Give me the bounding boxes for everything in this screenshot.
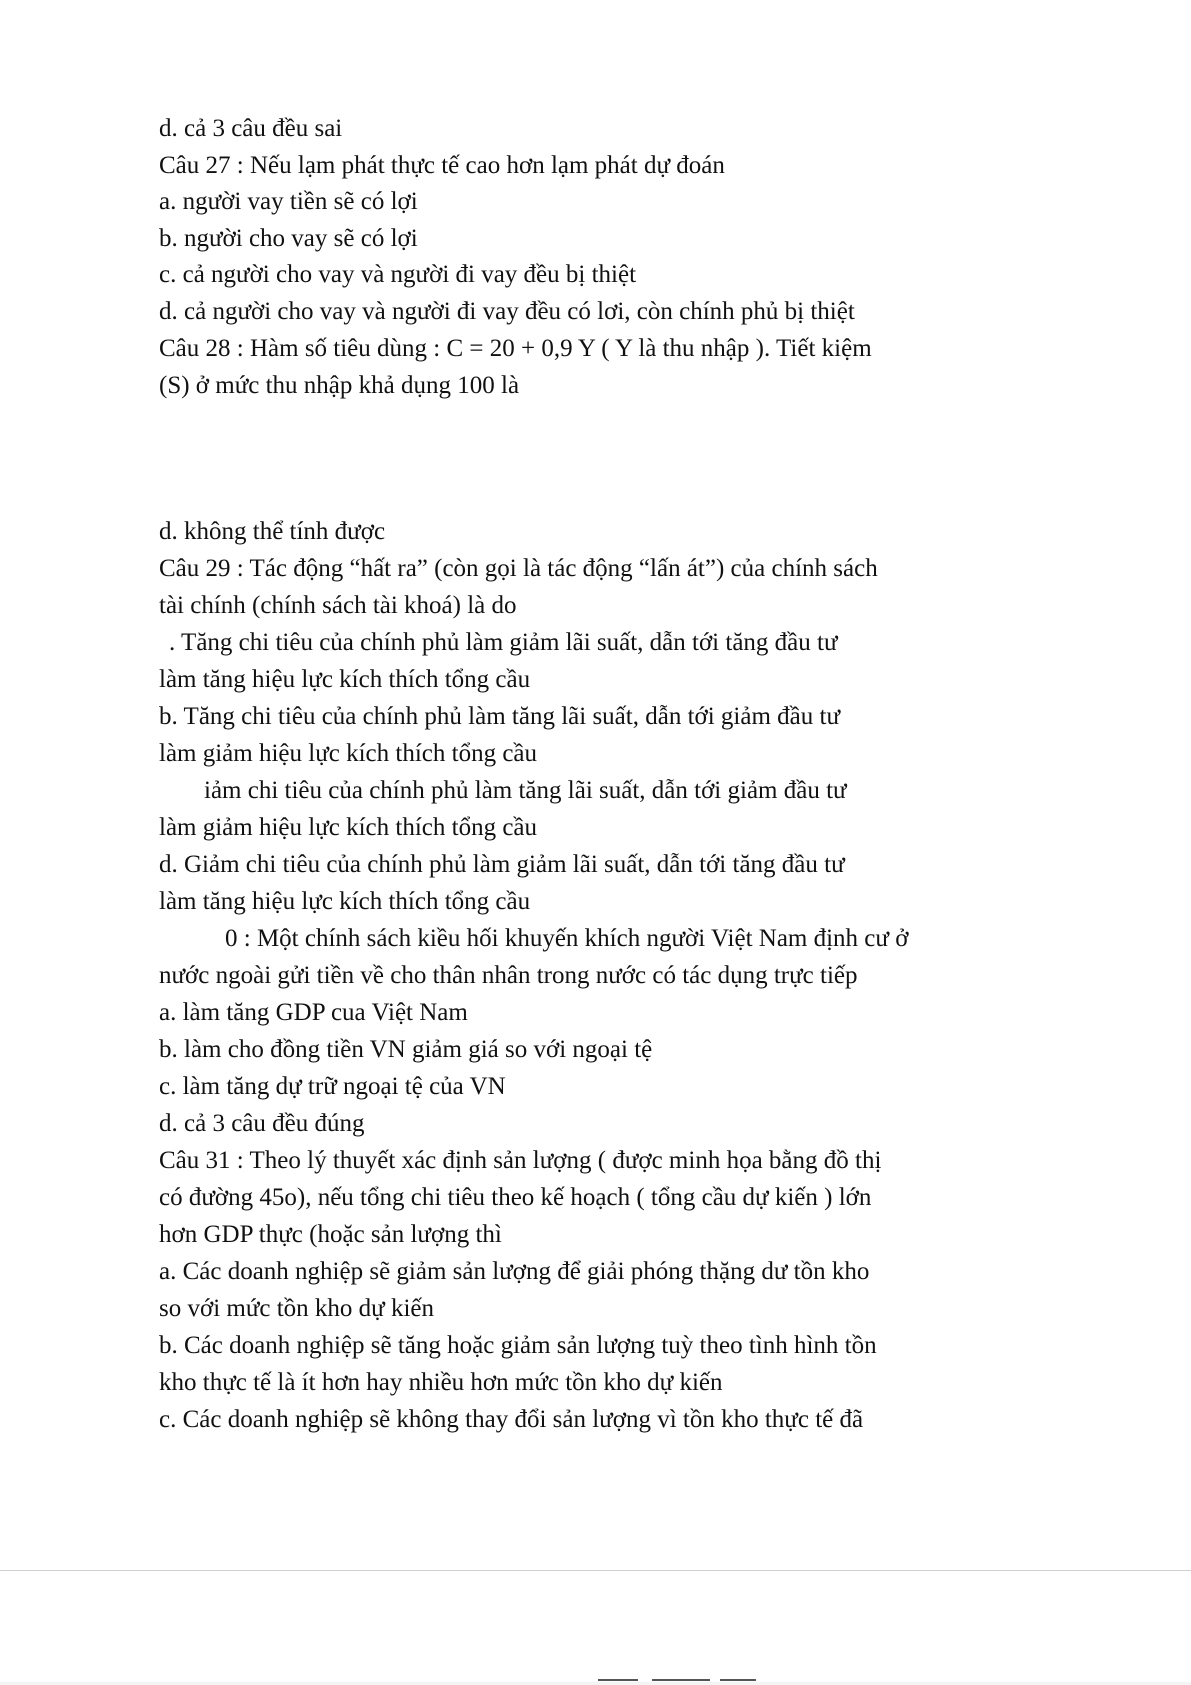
answer-option: a. Các doanh nghiệp sẽ giảm sản lượng để giải phóng thặng dư tồn kho <box>159 1258 870 1285</box>
text-line: làm tăng hiệu lực kích thích tổng cầu <box>159 666 531 693</box>
bottom-artifact <box>652 1679 710 1681</box>
text-line: làm giảm hiệu lực kích thích tổng cầu <box>159 814 538 841</box>
answer-option: b. Các doanh nghiệp sẽ tăng hoặc giảm sản lượng tuỳ theo tình hình tồn <box>159 1332 877 1359</box>
text-line: có đường 45o), nếu tổng chi tiêu theo kế hoạch ( tổng cầu dự kiến ) lớn <box>159 1184 872 1211</box>
answer-option: d. cả 3 câu đều đúng <box>159 1110 365 1137</box>
bottom-artifact <box>720 1679 756 1681</box>
text-line: nước ngoài gửi tiền về cho thân nhân trong nước có tác dụng trực tiếp <box>159 962 858 989</box>
answer-option: d. Giảm chi tiêu của chính phủ làm giảm lãi suất, dẫn tới tăng đầu tư <box>159 851 845 878</box>
answer-option: d. không thể tính được <box>159 518 386 545</box>
bottom-artifact <box>598 1679 638 1681</box>
answer-option: b. Tăng chi tiêu của chính phủ làm tăng lãi suất, dẫn tới giảm đầu tư <box>159 703 841 730</box>
question-28: Câu 28 : Hàm số tiêu dùng : C = 20 + 0,9 Y ( Y là thu nhập ). Tiết kiệm <box>159 335 872 362</box>
question-31: Câu 31 : Theo lý thuyết xác định sản lượng ( được minh họa bằng đồ thị <box>159 1147 882 1174</box>
answer-option: a. người vay tiền sẽ có lợi <box>159 188 418 215</box>
answer-option: iảm chi tiêu của chính phủ làm tăng lãi suất, dẫn tới giảm đầu tư <box>204 777 847 804</box>
answer-option: c. cả người cho vay và người đi vay đều bị thiệt <box>159 261 637 288</box>
answer-option: c. làm tăng dự trữ ngoại tệ của VN <box>159 1073 506 1100</box>
question-29: Câu 29 : Tác động “hất ra” (còn gọi là tác động “lấn át”) của chính sách <box>159 555 878 582</box>
answer-option: d. cả người cho vay và người đi vay đều có lơi, còn chính phủ bị thiệt <box>159 298 855 325</box>
text-line: (S) ở mức thu nhập khả dụng 100 là <box>159 372 520 399</box>
answer-option: b. làm cho đồng tiền VN giảm giá so với ngoại tệ <box>159 1036 653 1063</box>
text-line: kho thực tế là ít hơn hay nhiều hơn mức tồn kho dự kiến <box>159 1369 723 1396</box>
text-line: d. cả 3 câu đều sai <box>159 115 343 142</box>
answer-option: a. làm tăng GDP cua Việt Nam <box>159 999 468 1026</box>
text-line: hơn GDP thực (hoặc sản lượng thì <box>159 1221 502 1248</box>
text-line: tài chính (chính sách tài khoá) là do <box>159 592 517 619</box>
answer-option: c. Các doanh nghiệp sẽ không thay đổi sản lượng vì tồn kho thực tế đã <box>159 1406 864 1433</box>
page-separator <box>0 1570 1191 1571</box>
answer-option: b. người cho vay sẽ có lợi <box>159 225 418 252</box>
answer-option: . Tăng chi tiêu của chính phủ làm giảm lãi suất, dẫn tới tăng đầu tư <box>169 629 838 656</box>
text-line: so với mức tồn kho dự kiến <box>159 1295 435 1322</box>
text-line: làm tăng hiệu lực kích thích tổng cầu <box>159 888 531 915</box>
question-27: Câu 27 : Nếu lạm phát thực tế cao hơn lạm phát dự đoán <box>159 152 725 179</box>
question-30: 0 : Một chính sách kiều hối khuyến khích người Việt Nam định cư ở <box>225 925 909 952</box>
text-line: làm giảm hiệu lực kích thích tổng cầu <box>159 740 538 767</box>
